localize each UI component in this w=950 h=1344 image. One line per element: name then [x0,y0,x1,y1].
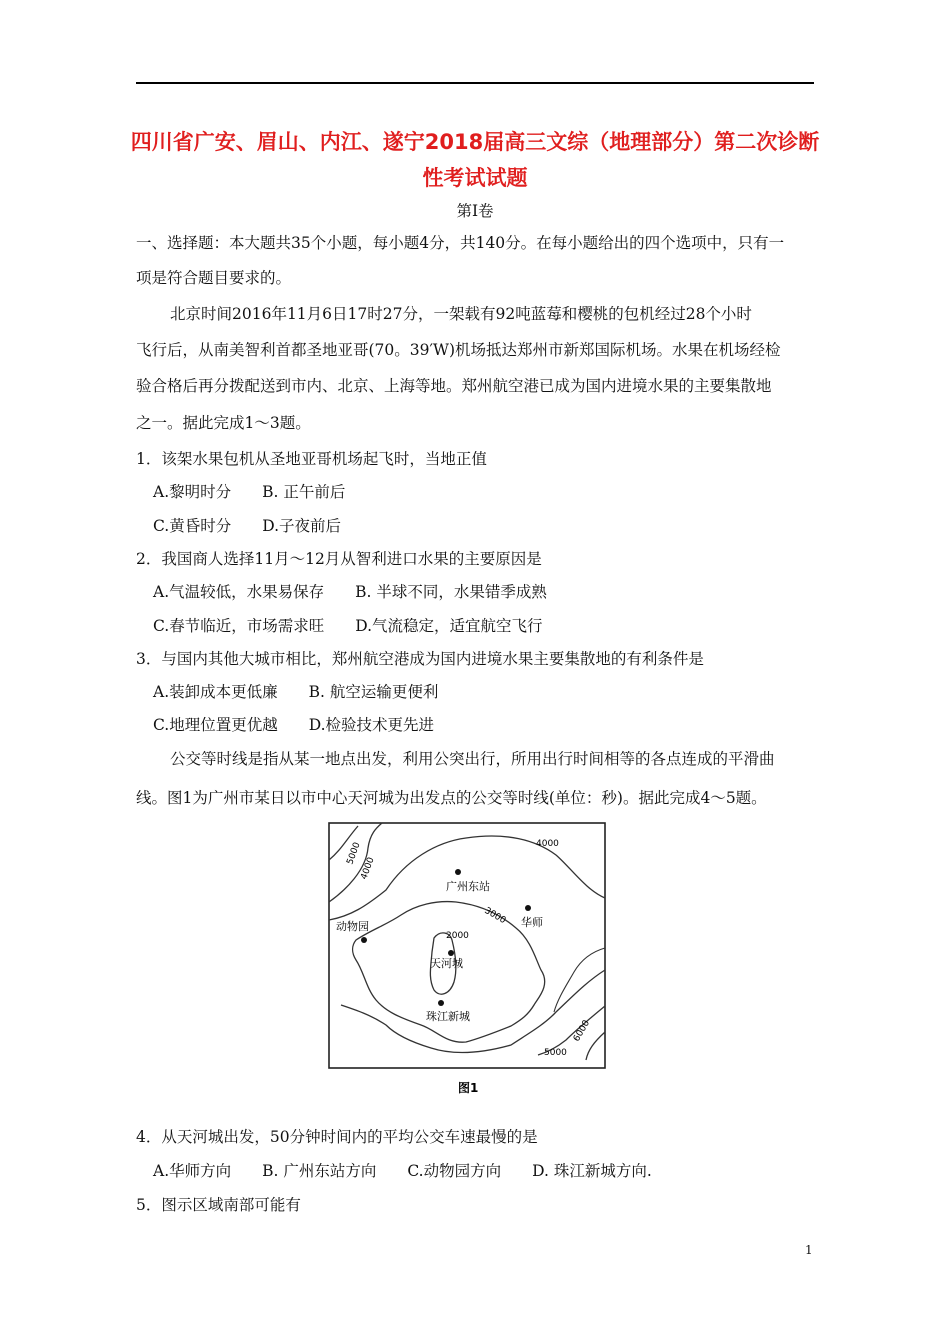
passage-line: 飞行后，从南美智利首都圣地亚哥(70。39′W)机场抵达郑州市新郑国际机场。水果在机场经检 [136,341,781,359]
section-label: 第Ⅰ卷 [456,202,494,220]
question-options: A.气温较低，水果易保存 B. 半球不同，水果错季成熟 [153,583,547,601]
label-tianhecheng: 天河城 [430,957,463,970]
label-guangzhou-east: 广州东站 [446,880,490,893]
contour-label-5000: 5000 [345,841,363,867]
passage-line: 验合格后再分拨配送到市内、北京、上海等地。郑州航空港已成为国内进境水果的主要集散地 [136,377,772,395]
exam-title-line1: 四川省广安、眉山、内江、遂宁2018届高三文综（地理部分）第二次诊断 [130,130,820,154]
question-stem: 1．该架水果包机从圣地亚哥机场起飞时，当地正值 [136,450,487,468]
contour-label-4000: 4000 [359,856,377,882]
question-stem: 2．我国商人选择11月～12月从智利进口水果的主要原因是 [136,550,542,568]
question-stem: 3．与国内其他大城市相比，郑州航空港成为国内进境水果主要集散地的有利条件是 [136,650,704,668]
instructions-line: 项是符合题目要求的。 [136,269,292,287]
tianhecheng-dot [448,950,454,956]
passage-line: 之一。据此完成1～3题。 [136,414,311,432]
zhujiang-newtown-dot [438,1000,444,1006]
contour-label-4000b: 4000 [536,839,559,849]
contour-4000 [329,836,605,920]
huashi-dot [525,905,531,911]
question-options: A.华师方向 B. 广州东站方向 C.动物园方向 D. 珠江新城方向. [153,1162,652,1180]
question-options: A.装卸成本更低廉 B. 航空运输更便利 [153,683,439,701]
passage-line: 北京时间2016年11月6日17时27分，一架载有92吨蓝莓和樱桃的包机经过28个小时 [170,305,752,323]
label-zoo: 动物园 [336,920,369,933]
contour-6000-se [586,1032,605,1060]
question-stem: 4．从天河城出发，50分钟时间内的平均公交车速最慢的是 [136,1128,538,1146]
instructions-line: 一、选择题：本大题共35个小题，每小题4分，共140分。在每小题给出的四个选项中，只有一 [136,234,785,252]
label-huashi: 华师 [521,916,543,929]
question-options: A.黎明时分 B. 正午前后 [153,483,346,501]
guangzhou-east-station-dot [455,869,461,875]
question-stem: 5．图示区域南部可能有 [136,1196,301,1214]
passage-line: 公交等时线是指从某一地点出发，利用公突出行，所用出行时间相等的各点连成的平滑曲 [170,750,775,768]
contour-label-6000: 6000 [571,1018,593,1044]
label-zhujiang-newtown: 珠江新城 [426,1010,470,1023]
zoo-dot [361,937,367,943]
contour-label-3000: 3000 [482,905,508,927]
passage-line: 线。图1为广州市某日以市中心天河城为出发点的公交等时线(单位：秒)。据此完成4～5题。 [136,789,767,807]
page-number: 1 [805,1243,813,1257]
figure-caption: 图1 [458,1081,479,1095]
isochrone-map [316,820,632,1102]
contour-label-2000: 2000 [446,931,469,941]
contour-label-5000b: 5000 [544,1048,567,1058]
question-options: C.黄昏时分 D.子夜前后 [153,517,342,535]
header-rule [136,82,814,84]
question-options: C.春节临近，市场需求旺 D.气流稳定，适宜航空飞行 [153,617,543,635]
exam-title-line2: 性考试试题 [422,166,528,190]
river-east [554,948,605,1012]
question-options: C.地理位置更优越 D.检验技术更先进 [153,716,435,734]
